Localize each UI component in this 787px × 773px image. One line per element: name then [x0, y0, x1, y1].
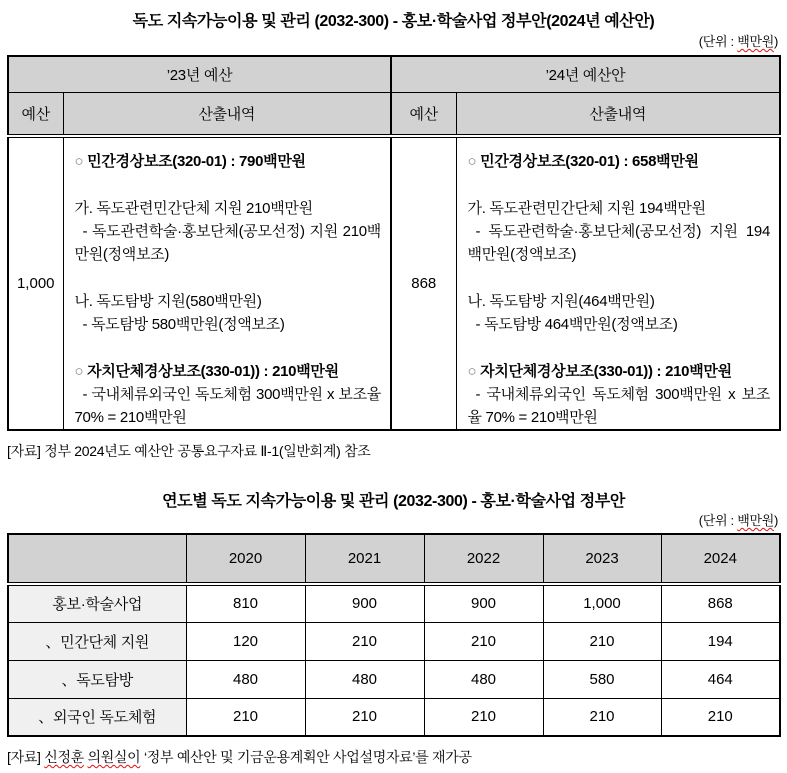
footnote-prefix: [자료] [7, 749, 45, 765]
cell-value: 210 [543, 622, 661, 660]
header-detail-23: 산출내역 [63, 92, 391, 136]
table-row [8, 622, 780, 660]
cell-value: 1,000 [543, 584, 661, 622]
header-budget-23: 예산 [8, 92, 63, 136]
budget-value-2023: 1,000 [8, 136, 63, 430]
detail24-na: 나. 독도탐방 지원(464백만원) [467, 293, 655, 310]
cell-value: 210 [424, 698, 543, 736]
unit-suffix: ) [773, 34, 778, 49]
detail24-item2 [468, 360, 771, 383]
footnote-office-underlined: 의원실이 [87, 749, 141, 765]
budget-value-2024: 868 [391, 136, 456, 430]
table1-year-header-row [8, 56, 780, 92]
row-label: 、민간단체 지원 [8, 622, 186, 660]
header-year-2024: ’24년 예산안 [391, 56, 780, 92]
yearly-budget-table [7, 533, 781, 737]
detail24-ga: 가. 독도관련민간단체 지원 194백만원 [467, 200, 706, 217]
footnote-rest: ‘정부 예산안 및 기금운용계획안 사업설명자료’를 재가공 [140, 749, 472, 765]
detail24-item1-text: 민간경상보조(320-01) : 658백만원 [480, 153, 699, 170]
detail24-ga-sub: - 독도관련학술·홍보단체(공모선정) 지원 194백만원(정액보조) [467, 223, 770, 263]
cell-value: 480 [186, 660, 305, 698]
year-header-2023: 2023 [543, 534, 661, 584]
row-label: 、외국인 독도체험 [8, 698, 186, 736]
table-row [8, 698, 780, 736]
budget-comparison-table [7, 55, 781, 431]
table1-column-header-row [8, 92, 780, 136]
cell-value: 210 [424, 622, 543, 660]
cell-value: 868 [661, 584, 780, 622]
yearly-table-title: 연도별 독도 지속가능이용 및 관리 (2032-300) - 홍보·학술사업 정부안 [162, 493, 625, 510]
detail23-item2 [75, 360, 382, 383]
detail24-item2-sub: - 국내체류외국인 독도체험 300백만원 x 보조율 70% = 210백만원 [467, 386, 770, 426]
cell-value: 900 [305, 584, 424, 622]
circle-bullet-icon: ○ [467, 153, 477, 170]
table2-header-row [8, 534, 780, 584]
circle-bullet-icon: ○ [467, 363, 477, 380]
table-row [8, 660, 780, 698]
header-budget-24: 예산 [391, 92, 456, 136]
unit-prefix: (단위 : [698, 34, 738, 49]
detail-cell-2024 [456, 136, 780, 430]
cell-value: 120 [186, 622, 305, 660]
year-header-2024: 2024 [661, 534, 780, 584]
unit-suffix: ) [773, 513, 778, 528]
source-note-1: [자료] 정부 2024년도 예산안 공통요구자료 Ⅱ-1(일반회계) 참조 [7, 443, 371, 459]
unit-prefix: (단위 : [698, 513, 738, 528]
header-detail-24: 산출내역 [456, 92, 780, 136]
cell-value: 900 [424, 584, 543, 622]
year-header-2022: 2022 [424, 534, 543, 584]
circle-bullet-icon: ○ [74, 363, 84, 380]
detail-cell-2023 [63, 136, 391, 430]
detail23-na: 나. 독도탐방 지원(580백만원) [74, 293, 262, 310]
cell-value: 210 [661, 698, 780, 736]
detail23-item1 [75, 150, 382, 173]
detail23-item1-text: 민간경상보조(320-01) : 790백만원 [87, 153, 306, 170]
cell-value: 580 [543, 660, 661, 698]
detail24-item2-text: 자치단체경상보조(330-01)) : 210백만원 [480, 363, 732, 380]
table-row [8, 584, 780, 622]
cell-value: 210 [305, 622, 424, 660]
detail23-item2-text: 자치단체경상보조(330-01)) : 210백만원 [87, 363, 339, 380]
cell-value: 194 [661, 622, 780, 660]
cell-value: 480 [424, 660, 543, 698]
row-label: 홍보·학술사업 [8, 584, 186, 622]
circle-bullet-icon: ○ [74, 153, 84, 170]
year-header-2021: 2021 [305, 534, 424, 584]
detail23-na-sub: - 독도탐방 580백만원(정액보조) [82, 316, 285, 333]
unit-word-underlined: 백만원 [737, 34, 774, 49]
table1-body-row [8, 136, 780, 430]
detail23-item2-sub: - 국내체류외국인 독도체험 300백만원 x 보조율 70% = 210백만원 [74, 386, 381, 426]
footnote-name-underlined: 신정훈 [44, 749, 84, 765]
source-note-2 [7, 747, 472, 767]
unit-word-underlined: 백만원 [737, 513, 774, 528]
cell-value: 210 [543, 698, 661, 736]
detail24-item1 [468, 150, 771, 173]
budget-table-title: 독도 지속가능이용 및 관리 (2032-300) - 홍보·학술사업 정부안(2024년 예산안) [132, 13, 655, 30]
unit-label-1 [699, 31, 778, 50]
detail23-ga: 가. 독도관련민간단체 지원 210백만원 [74, 200, 313, 217]
year-header-2020: 2020 [186, 534, 305, 584]
table2-corner-cell [8, 534, 186, 584]
cell-value: 210 [186, 698, 305, 736]
cell-value: 464 [661, 660, 780, 698]
cell-value: 810 [186, 584, 305, 622]
row-label: 、독도탐방 [8, 660, 186, 698]
cell-value: 210 [305, 698, 424, 736]
cell-value: 480 [305, 660, 424, 698]
unit-label-2 [699, 510, 778, 529]
detail23-ga-sub: - 독도관련학술·홍보단체(공모선정) 지원 210백만원(정액보조) [74, 223, 381, 263]
detail24-na-sub: - 독도탐방 464백만원(정액보조) [475, 316, 678, 333]
header-year-2023: ’23년 예산 [8, 56, 391, 92]
